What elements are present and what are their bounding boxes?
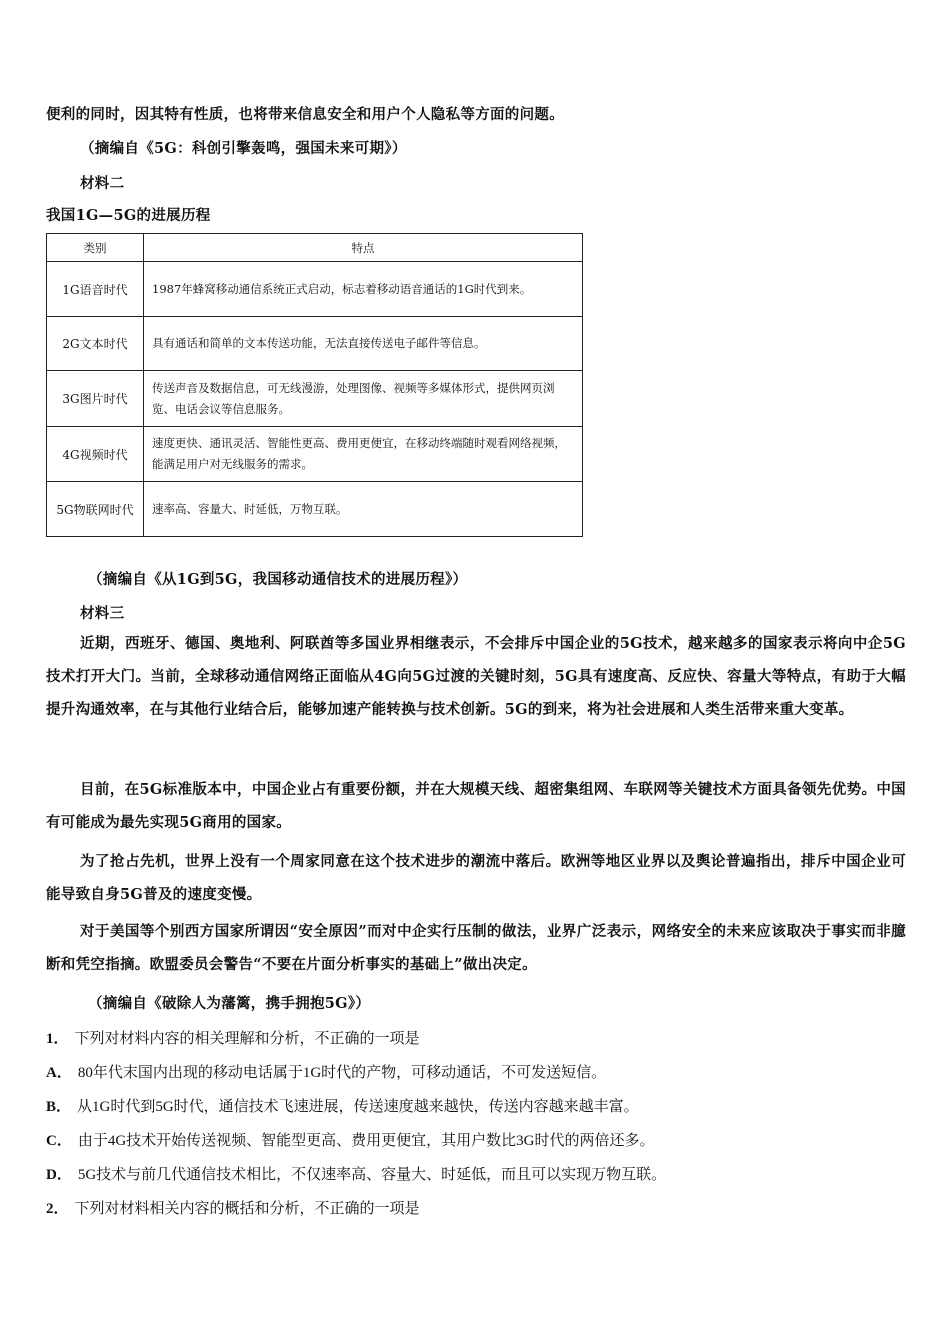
material3-heading: 材料三 (80, 605, 125, 622)
row-feature: 速率高、容量大、时延低，万物互联。 (144, 482, 583, 537)
option-label: A． (46, 1065, 72, 1081)
progress-table (46, 233, 583, 537)
option-label: C． (46, 1133, 72, 1149)
option-c[interactable] (46, 1129, 655, 1150)
row-category: 3G图片时代 (47, 371, 144, 427)
row-feature: 速度更快、通讯灵活、智能性更高、费用更便宜，在移动终端随时观看网络视频，能满足用户对无线服务的需求。 (144, 427, 583, 482)
intro-tail: 便利的同时，因其特有性质，也将带来信息安全和用户个人隐私等方面的问题。 (46, 106, 564, 123)
question-stem: 下列对材料内容的相关理解和分析，不正确的一项是 (74, 1031, 420, 1047)
table-title: 我国1G—5G的进展历程 (46, 207, 211, 224)
option-a[interactable] (46, 1061, 606, 1082)
table-row (47, 317, 583, 371)
option-d[interactable] (46, 1163, 666, 1184)
option-label: B． (46, 1099, 72, 1115)
table-row (47, 262, 583, 317)
header-category: 类别 (47, 234, 144, 262)
source-citation-1: （摘编自《5G：科创引擎轰鸣，强国未来可期》） (80, 140, 407, 157)
source-citation-3: （摘编自《破除人为藩篱，携手拥抱5G》） (88, 995, 371, 1012)
question-stem: 下列对材料相关内容的概括和分析，不正确的一项是 (74, 1201, 420, 1217)
question-1 (46, 1027, 420, 1048)
row-category: 2G文本时代 (47, 317, 144, 371)
table-row (47, 427, 583, 482)
option-label: D． (46, 1167, 72, 1183)
option-text: 由于4G技术开始传送视频、智能型更高、费用更便宜，其用户数比3G时代的两倍还多。 (77, 1133, 655, 1149)
question-number: 2． (46, 1201, 69, 1217)
source-citation-2: （摘编自《从1G到5G，我国移动通信技术的进展历程》） (88, 571, 468, 588)
material2-heading: 材料二 (80, 175, 125, 192)
table-header-row (47, 234, 583, 262)
row-feature: 1987年蜂窝移动通信系统正式启动，标志着移动语音通话的1G时代到来。 (144, 262, 583, 317)
material3-paragraph-1: 近期，西班牙、德国、奥地利、阿联酋等多国业界相继表示，不会排斥中国企业的5G技术，越来越多的国家表示将向中企5G技术打开大门。当前，全球移动通信网络正面临从4G向5G过渡的关键时刻，5G具有速度高、反应快、容量大等特点，有助于大幅提升沟通效率，在与其他行业结合后，能够加速产能转换与技术创新。5G的到来，将为社会进展和人类生活带来重大变革。 (46, 635, 906, 718)
table-row (47, 371, 583, 427)
material3-paragraph-2: 目前，在5G标准版本中，中国企业占有重要份额，并在大规模天线、超密集组网、车联网等关键技术方面具备领先优势。中国有可能成为最先实现5G商用的国家。 (46, 781, 906, 831)
row-category: 5G物联网时代 (47, 482, 144, 537)
option-b[interactable] (46, 1095, 639, 1116)
row-category: 4G视频时代 (47, 427, 144, 482)
row-feature: 传送声音及数据信息，可无线漫游，处理图像、视频等多媒体形式，提供网页浏览、电话会议等信息服务。 (144, 371, 583, 427)
material3-paragraph-3: 为了抢占先机，世界上没有一个周家同意在这个技术进步的潮流中落后。欧洲等地区业界以及舆论普遍指出，排斥中国企业可能导致自身5G普及的速度变慢。 (46, 853, 906, 903)
table-row (47, 482, 583, 537)
option-text: 80年代末国内出现的移动电话属于1G时代的产物，可移动通话，不可发送短信。 (77, 1065, 607, 1081)
row-feature: 具有通话和简单的文本传送功能，无法直接传送电子邮件等信息。 (144, 317, 583, 371)
question-number: 1． (46, 1031, 69, 1047)
row-category: 1G语音时代 (47, 262, 144, 317)
option-text: 5G技术与前几代通信技术相比，不仅速率高、容量大、时延低，而且可以实现万物互联。 (77, 1167, 667, 1183)
option-text: 从1G时代到5G时代，通信技术飞速进展，传送速度越来越快，传送内容越来越丰富。 (77, 1099, 639, 1115)
header-feature: 特点 (144, 234, 583, 262)
question-2 (46, 1197, 420, 1218)
material3-paragraph-4: 对于美国等个别西方国家所谓因“安全原因”而对中企实行压制的做法，业界广泛表示，网络安全的未来应该取决于事实而非臆断和凭空指摘。欧盟委员会警告“不要在片面分析事实的基础上”做出决定。 (46, 923, 906, 973)
